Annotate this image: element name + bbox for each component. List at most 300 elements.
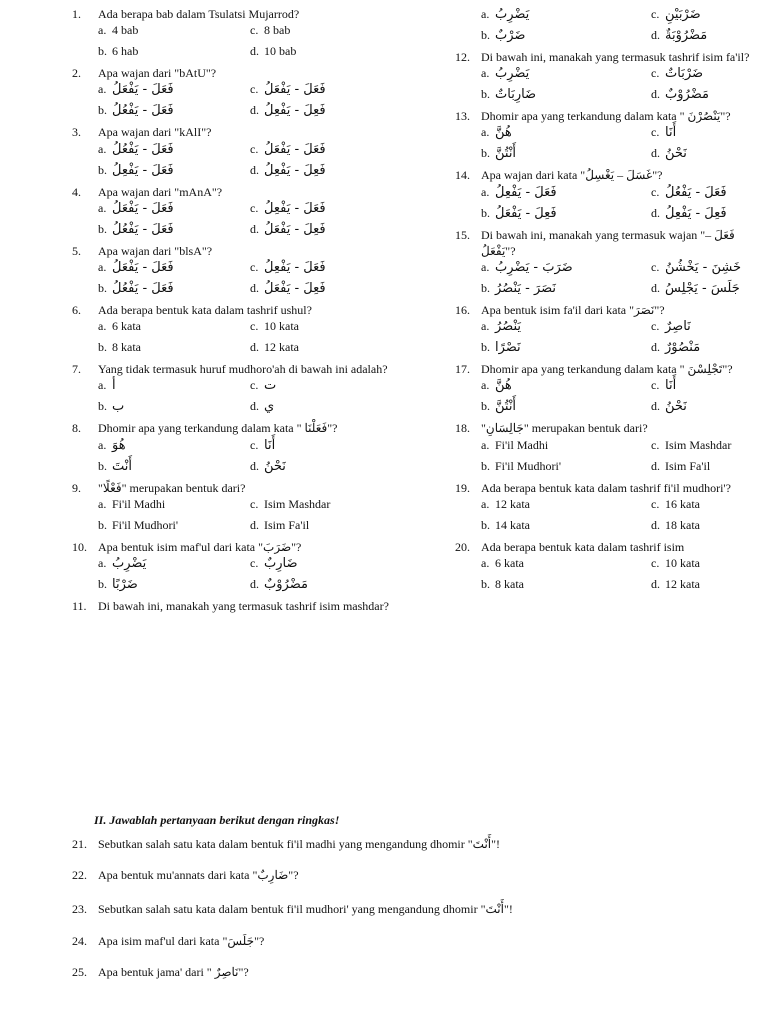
option-text: نَاصِرٌ <box>665 319 691 335</box>
option-letter: d. <box>250 280 259 295</box>
question-number: 5. <box>72 243 81 258</box>
question-number: 14. <box>455 168 470 183</box>
option-text: مَضْرُوْبٌ <box>264 576 308 592</box>
option-letter: d. <box>651 458 660 473</box>
question-number: 6. <box>72 302 81 317</box>
options-grid <box>72 437 402 479</box>
option-text: فَعِلَ - يَفْعَلُ <box>264 221 326 237</box>
option-d[interactable] <box>250 517 402 538</box>
option-text: خَشِنَ - يَخْشُنُ <box>665 259 741 275</box>
option-b[interactable] <box>481 517 651 538</box>
option-letter: b. <box>481 205 490 220</box>
option-letter: b. <box>98 517 107 532</box>
question-number: 18. <box>455 421 470 436</box>
option-letter: b. <box>98 576 107 591</box>
options-grid <box>72 496 402 538</box>
option-text: فَعَلَ - يَفْعَلُ <box>264 82 326 98</box>
options-grid <box>72 141 402 183</box>
option-b[interactable] <box>481 458 651 479</box>
option-b[interactable] <box>98 162 250 183</box>
question-text: Dhomir apa yang terkandung dalam kata " فَعَلْنَا"? <box>98 421 338 436</box>
option-letter: b. <box>98 103 107 118</box>
option-text: يَضْرِبُ <box>495 7 530 22</box>
option-c[interactable] <box>651 496 768 517</box>
question-11 <box>72 598 402 614</box>
option-text: 6 kata <box>495 555 524 570</box>
option-letter: b. <box>481 399 490 414</box>
option-letter: a. <box>98 200 107 215</box>
option-text: Isim Mashdar <box>264 496 331 511</box>
option-letter: b. <box>98 280 107 295</box>
option-letter: c. <box>651 496 660 511</box>
question-text: "فَعْلًا" merupakan bentuk dari? <box>98 480 246 495</box>
option-text: 14 kata <box>495 517 530 532</box>
option-text: فَعَلَ - يَفْعَلُ <box>112 259 174 275</box>
option-c[interactable] <box>651 555 768 576</box>
option-text: نَحْنُ <box>665 399 687 415</box>
essay-question-22 <box>72 867 762 883</box>
option-letter: c. <box>250 319 259 334</box>
option-text: فَعَلَ - يَفْعُلُ <box>665 184 727 200</box>
question-text: Ada berapa bentuk kata dalam tashrif ushul? <box>98 302 312 317</box>
option-text: فَعَلَ - يَفْعِلُ <box>112 162 174 178</box>
option-letter: c. <box>651 184 660 199</box>
question-2 <box>72 65 402 123</box>
question-16 <box>455 302 768 360</box>
option-letter: b. <box>481 458 490 473</box>
question-text: Ada berapa bentuk kata dalam tashrif isim <box>481 539 685 554</box>
option-a[interactable] <box>98 496 250 517</box>
option-d[interactable] <box>651 145 768 166</box>
option-letter: c. <box>250 82 259 97</box>
option-c[interactable] <box>250 437 402 458</box>
option-text: Fi'il Mudhori' <box>112 517 178 532</box>
option-letter: c. <box>250 496 259 511</box>
option-letter: c. <box>250 141 259 156</box>
question-text: Di bawah ini, manakah yang termasuk tashrif isim mashdar? <box>98 598 389 613</box>
option-text: أ <box>112 378 116 394</box>
question-text: Sebutkan salah satu kata dalam bentuk fi'il mudhori' yang mengandung dhomir "أَنْتَ"! <box>98 902 513 916</box>
options-grid <box>455 184 768 226</box>
option-c[interactable] <box>651 318 768 339</box>
question-text: Apa bentuk isim maf'ul dari kata "ضَرَبَ"? <box>98 539 302 554</box>
option-text: Isim Fa'il <box>665 458 711 473</box>
question-17 <box>455 361 768 419</box>
option-a[interactable] <box>481 377 651 398</box>
option-letter: d. <box>250 517 259 532</box>
option-a[interactable] <box>481 437 651 458</box>
option-letter: b. <box>481 340 490 355</box>
question-12 <box>455 49 768 107</box>
question-1 <box>72 6 402 64</box>
option-d[interactable] <box>651 576 768 597</box>
option-d[interactable] <box>250 398 402 419</box>
option-text: فَعِلَ - يَفْعِلُ <box>264 162 326 178</box>
option-a[interactable] <box>481 6 651 27</box>
option-c[interactable] <box>651 259 768 280</box>
question-text: Apa isim maf'ul dari kata "جَلَسَ"? <box>98 934 265 948</box>
options-grid <box>72 22 402 64</box>
options-grid <box>455 377 768 419</box>
option-b[interactable] <box>98 458 250 479</box>
options-grid <box>455 496 768 538</box>
option-letter: a. <box>481 125 490 140</box>
option-c[interactable] <box>651 377 768 398</box>
question-text: Apa wajan dari kata "غَسَلَ – يَغْسِلُ"? <box>481 168 663 183</box>
question-number: 11. <box>72 598 87 613</box>
option-b[interactable] <box>481 145 651 166</box>
option-b[interactable] <box>98 517 250 538</box>
option-b[interactable] <box>98 221 250 242</box>
option-b[interactable] <box>481 205 651 226</box>
option-d[interactable] <box>250 102 402 123</box>
option-letter: d. <box>250 44 259 59</box>
option-letter: d. <box>250 340 259 355</box>
option-text: مَضْرُوْبَةٌ <box>665 28 708 43</box>
option-text: فَعَلَ - يَفْعِلُ <box>264 259 326 275</box>
question-6 <box>72 302 402 360</box>
option-a[interactable] <box>98 377 250 398</box>
option-b[interactable] <box>481 339 651 360</box>
option-letter: c. <box>250 23 259 38</box>
option-d[interactable] <box>651 27 768 48</box>
question-text: Sebutkan salah satu kata dalam bentuk fi'il madhi yang mengandung dhomir "أَنْتَ"! <box>98 837 501 851</box>
option-text: ب <box>112 399 125 415</box>
option-c[interactable] <box>250 496 402 517</box>
question-text: Yang tidak termasuk huruf mudhoro'ah di bawah ini adalah? <box>98 362 388 377</box>
option-text: ضَرْبًا <box>112 576 138 592</box>
option-letter: c. <box>651 437 660 452</box>
option-text: فَعَلَ - يَفْعُلُ <box>112 221 174 237</box>
option-text: ضَرْبَاتٌ <box>665 66 704 82</box>
options-grid <box>455 437 768 479</box>
option-letter: d. <box>651 517 660 532</box>
option-d[interactable] <box>250 162 402 183</box>
option-letter: b. <box>481 280 490 295</box>
option-a[interactable] <box>98 81 250 102</box>
option-text: 8 kata <box>495 576 524 591</box>
option-b[interactable] <box>481 280 651 301</box>
option-text: يَنْصُرُ <box>495 319 521 335</box>
question-text: Ada berapa bentuk kata dalam tashrif fi'il mudhori'? <box>481 480 731 495</box>
option-b[interactable] <box>98 339 250 360</box>
option-text: يَضْرِبُ <box>495 66 530 82</box>
option-text: أَنَا <box>665 378 677 394</box>
option-letter: a. <box>98 319 107 334</box>
option-c[interactable] <box>250 22 402 43</box>
option-letter: d. <box>250 576 259 591</box>
option-a[interactable] <box>481 184 651 205</box>
option-c[interactable] <box>651 437 768 458</box>
question-text: Di bawah ini, manakah yang termasuk tashrif isim fa'il? <box>481 50 750 64</box>
question-text: Ada berapa bab dalam Tsulatsi Mujarrod? <box>98 7 300 21</box>
question-8 <box>72 420 402 478</box>
option-a[interactable] <box>481 259 651 280</box>
option-c[interactable] <box>651 65 768 86</box>
option-letter: d. <box>651 280 660 295</box>
options-grid <box>72 318 402 360</box>
option-a[interactable] <box>98 141 250 162</box>
option-letter: a. <box>98 259 107 274</box>
option-letter: a. <box>98 555 107 570</box>
option-text: Isim Mashdar <box>665 437 732 452</box>
option-d[interactable] <box>250 458 402 479</box>
question-number: 20. <box>455 539 470 554</box>
option-text: 18 kata <box>665 517 700 532</box>
option-text: 10 bab <box>264 44 297 59</box>
option-text: Fi'il Madhi <box>112 496 166 511</box>
option-c[interactable] <box>651 124 768 145</box>
question-number: 25. <box>72 965 87 979</box>
option-letter: a. <box>98 82 107 97</box>
question-text: Apa wajan dari "bAtU"? <box>98 66 217 81</box>
option-text: فَعِلَ - يَفْعِلُ <box>264 103 326 119</box>
option-text: 12 kata <box>264 340 299 355</box>
option-text: 12 kata <box>495 496 530 511</box>
option-c[interactable] <box>250 200 402 221</box>
option-text: نَصْرًا <box>495 340 521 356</box>
option-letter: b. <box>481 517 490 532</box>
option-text: 16 kata <box>665 496 700 511</box>
option-text: أَنَا <box>665 125 677 141</box>
option-letter: c. <box>250 259 259 274</box>
option-letter: b. <box>481 576 490 591</box>
option-text: ضَارِبٌ <box>264 555 298 571</box>
question-cont <box>455 6 768 48</box>
question-number: 1. <box>72 7 81 21</box>
option-a[interactable] <box>98 437 250 458</box>
option-letter: b. <box>481 28 490 42</box>
option-letter: b. <box>98 221 107 236</box>
question-number: 2. <box>72 66 81 81</box>
option-text: Fi'il Mudhori' <box>495 458 561 473</box>
option-letter: a. <box>98 496 107 511</box>
option-a[interactable] <box>481 124 651 145</box>
option-text: 6 hab <box>112 44 139 59</box>
option-letter: a. <box>481 496 490 511</box>
options-grid <box>455 6 768 48</box>
option-text: أَنْتُنَّ <box>495 399 517 415</box>
option-text: نَحْنُ <box>264 458 286 474</box>
question-text: Apa bentuk mu'annats dari kata "ضَارِبٌ"? <box>98 868 299 882</box>
option-letter: c. <box>651 125 660 140</box>
option-text: فَعِلَ - يَفْعِلُ <box>665 205 727 221</box>
right-column <box>455 6 768 598</box>
question-number: 17. <box>455 362 470 377</box>
question-7 <box>72 361 402 419</box>
option-a[interactable] <box>481 318 651 339</box>
question-10 <box>72 539 402 597</box>
option-letter: a. <box>481 184 490 199</box>
option-a[interactable] <box>98 318 250 339</box>
question-number: 21. <box>72 837 87 851</box>
question-number: 7. <box>72 362 81 377</box>
option-text: 10 kata <box>264 319 299 334</box>
option-letter: c. <box>250 378 259 393</box>
question-number: 13. <box>455 109 470 124</box>
option-letter: a. <box>481 66 490 81</box>
essay-question-23 <box>72 901 762 917</box>
option-letter: d. <box>250 103 259 118</box>
question-number: 12. <box>455 50 470 64</box>
option-text: هُنَّ <box>495 378 512 394</box>
option-letter: b. <box>98 44 107 59</box>
option-d[interactable] <box>250 221 402 242</box>
option-c[interactable] <box>250 81 402 102</box>
option-text: ضَرَبَ - يَضْرِبُ <box>495 259 573 275</box>
option-text: ضَرْبَيْنِ <box>665 7 701 22</box>
option-letter: a. <box>481 259 490 274</box>
option-letter: d. <box>651 340 660 355</box>
question-number: 4. <box>72 184 81 199</box>
left-column <box>72 6 402 615</box>
options-grid <box>455 65 768 107</box>
question-text: Apa wajan dari "mAnA"? <box>98 184 223 199</box>
option-letter: a. <box>98 141 107 156</box>
option-text: ي <box>264 399 275 415</box>
section-2-title: II. Jawablah pertanyaan berikut dengan ringkas! <box>94 813 340 827</box>
option-letter: c. <box>250 200 259 215</box>
option-letter: c. <box>651 378 660 393</box>
option-text: أَنْتُنَّ <box>495 146 517 162</box>
question-number: 16. <box>455 302 470 317</box>
question-13 <box>455 108 768 166</box>
question-text: Dhomir apa yang terkandung dalam kata " يَنْصُرْنَ"? <box>481 109 731 124</box>
option-a[interactable] <box>98 22 250 43</box>
essay-question-25 <box>72 964 762 980</box>
option-text: جَلَسَ - يَجْلِسُ <box>665 280 740 296</box>
option-d[interactable] <box>651 280 768 301</box>
question-text: Apa wajan dari "blsA"? <box>98 243 213 258</box>
option-a[interactable] <box>481 65 651 86</box>
option-letter: a. <box>481 555 490 570</box>
option-text: أَنْتَ <box>112 458 132 474</box>
question-number: 22. <box>72 868 87 882</box>
option-text: 6 kata <box>112 319 141 334</box>
option-d[interactable] <box>651 517 768 538</box>
options-grid <box>455 318 768 360</box>
option-text: نَصَرَ - يَنْصُرُ <box>495 280 557 296</box>
option-text: فَعَلَ - يَفْعُلُ <box>112 280 174 296</box>
option-b[interactable] <box>98 43 250 64</box>
question-3 <box>72 124 402 182</box>
option-b[interactable] <box>98 398 250 419</box>
option-a[interactable] <box>481 555 651 576</box>
option-b[interactable] <box>481 86 651 107</box>
option-d[interactable] <box>250 280 402 301</box>
option-text: نَحْنُ <box>665 146 687 162</box>
option-text: فَعَلَ - يَفْعَلُ <box>112 200 174 216</box>
option-letter: d. <box>250 399 259 414</box>
option-text: Isim Fa'il <box>264 517 310 532</box>
option-letter: c. <box>651 259 660 274</box>
option-c[interactable] <box>250 555 402 576</box>
option-letter: d. <box>651 205 660 220</box>
option-b[interactable] <box>98 102 250 123</box>
option-a[interactable] <box>98 200 250 221</box>
option-a[interactable] <box>98 555 250 576</box>
option-text: 4 bab <box>112 23 139 38</box>
essay-question-21 <box>72 836 762 852</box>
option-letter: d. <box>250 221 259 236</box>
options-grid <box>72 81 402 123</box>
option-letter: a. <box>481 437 490 452</box>
question-number: 23. <box>72 902 87 916</box>
option-d[interactable] <box>651 398 768 419</box>
question-number: 15. <box>455 227 470 242</box>
option-text: فَعَلَ - يَفْعَلُ <box>112 82 174 98</box>
question-number: 8. <box>72 421 81 436</box>
option-letter: a. <box>481 378 490 393</box>
option-letter: c. <box>651 7 660 21</box>
option-letter: d. <box>651 399 660 414</box>
options-grid <box>455 124 768 166</box>
option-text: فَعَلَ - يَفْعُلُ <box>112 103 174 119</box>
option-a[interactable] <box>98 259 250 280</box>
option-c[interactable] <box>651 6 768 27</box>
option-letter: d. <box>651 28 660 42</box>
option-letter: c. <box>250 437 259 452</box>
option-b[interactable] <box>98 280 250 301</box>
option-letter: a. <box>98 378 107 393</box>
question-text: Apa bentuk jama' dari " نَاصِرٌ"? <box>98 965 249 979</box>
option-c[interactable] <box>250 377 402 398</box>
option-c[interactable] <box>651 184 768 205</box>
option-b[interactable] <box>98 576 250 597</box>
option-letter: b. <box>98 340 107 355</box>
question-text: Apa bentuk isim fa'il dari kata "نَصَرَ"? <box>481 302 665 317</box>
option-a[interactable] <box>481 496 651 517</box>
options-grid <box>455 259 768 301</box>
option-letter: a. <box>98 23 107 38</box>
question-number: 9. <box>72 480 81 495</box>
option-b[interactable] <box>481 576 651 597</box>
option-d[interactable] <box>250 339 402 360</box>
option-letter: b. <box>98 458 107 473</box>
option-letter: a. <box>98 437 107 452</box>
option-d[interactable] <box>250 576 402 597</box>
option-c[interactable] <box>250 141 402 162</box>
option-b[interactable] <box>481 398 651 419</box>
options-grid <box>72 200 402 242</box>
option-d[interactable] <box>651 458 768 479</box>
option-text: 12 kata <box>665 576 700 591</box>
option-d[interactable] <box>651 86 768 107</box>
option-text: مَنْصُوْرٌ <box>665 340 701 356</box>
option-d[interactable] <box>651 339 768 360</box>
question-4 <box>72 184 402 242</box>
option-letter: c. <box>250 555 259 570</box>
option-letter: a. <box>481 7 490 21</box>
option-text: فَعَلَ - يَفْعُلُ <box>112 141 174 157</box>
option-d[interactable] <box>651 205 768 226</box>
option-text: ضَارِبَاتٌ <box>495 87 537 103</box>
option-c[interactable] <box>250 318 402 339</box>
question-15 <box>455 227 768 301</box>
question-text: Apa wajan dari "kAlI"? <box>98 125 212 140</box>
option-letter: c. <box>651 319 660 334</box>
option-text: 8 bab <box>264 23 291 38</box>
option-d[interactable] <box>250 43 402 64</box>
option-letter: d. <box>250 458 259 473</box>
option-letter: c. <box>651 555 660 570</box>
option-letter: c. <box>651 66 660 81</box>
option-letter: b. <box>481 87 490 102</box>
option-letter: a. <box>481 319 490 334</box>
option-c[interactable] <box>250 259 402 280</box>
option-b[interactable] <box>481 27 651 48</box>
options-grid <box>72 259 402 301</box>
